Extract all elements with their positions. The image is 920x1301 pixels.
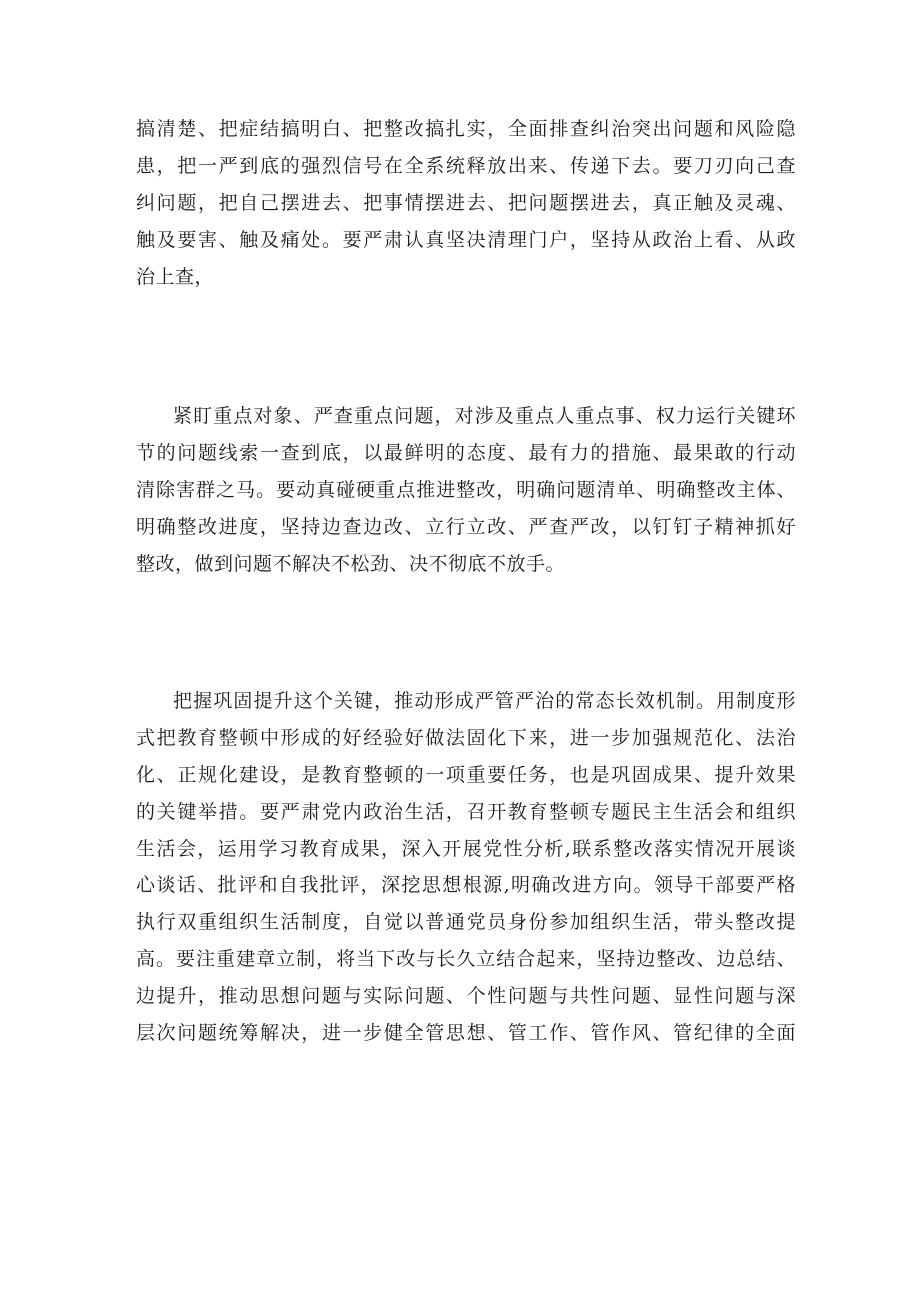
text-line: 执行双重组织生活制度，自觉以普通党员身份参加组织生活，带头整改提	[136, 911, 796, 934]
text-line: 边提升，推动思想问题与实际问题、个性问题与共性问题、显性问题与深	[136, 985, 796, 1008]
text-line: 整改，做到问题不解决不松劲、决不彻底不放手。	[136, 552, 566, 575]
paragraph-3	[136, 683, 796, 1052]
text-line: 心谈话、批评和自我批评，深挖思想根源,明确改进方向。领导干部要严格	[136, 874, 796, 897]
text-line: 高。要注重建章立制，将当下改与长久立结合起来，坚持边整改、边总结、	[136, 948, 796, 971]
text-line: 搞清楚、把症结搞明白、把整改搞扎实，全面排查纠治突出问题和风险隐	[136, 118, 796, 140]
text-line: 触及要害、触及痛处。要严肃认真坚决清理门户，坚持从政治上看、从政	[136, 228, 796, 251]
text-line: 患，把一严到底的强烈信号在全系统释放出来、传递下去。要刀刃向己查	[136, 154, 796, 177]
text-line: 紧盯重点对象、严查重点问题，对涉及重点人重点事、权力运行关键环	[173, 405, 796, 427]
text-line: 把握巩固提升这个关键，推动形成严管严治的常态长效机制。用制度形	[173, 690, 796, 712]
text-line: 式把教育整顿中形成的好经验好做法固化下来，进一步加强规范化、法治	[136, 726, 796, 749]
paragraph-2	[136, 398, 796, 582]
text-line: 化、正规化建设，是教育整顿的一项重要任务，也是巩固成果、提升效果	[136, 763, 796, 786]
text-line: 层次问题统筹解决，进一步健全管思想、管工作、管作风、管纪律的全面	[136, 1022, 796, 1045]
text-line: 清除害群之马。要动真碰硬重点推进整改，明确问题清单、明确整改主体、	[136, 478, 796, 501]
paragraph-1	[136, 111, 796, 295]
text-line: 的关键举措。要严肃党内政治生活，召开教育整顿专题民主生活会和组织	[136, 800, 796, 823]
text-line: 治上查，	[136, 265, 215, 288]
text-line: 明确整改进度，坚持边查边改、立行立改、严查严改，以钉钉子精神抓好	[136, 515, 796, 538]
text-line: 纠问题，把自己摆进去、把事情摆进去、把问题摆进去，真正触及灵魂、	[136, 191, 796, 214]
text-line: 节的问题线索一查到底，以最鲜明的态度、最有力的措施、最果敢的行动	[136, 441, 796, 464]
text-line: 生活会，运用学习教育成果，深入开展党性分析,联系整改落实情况开展谈	[136, 837, 796, 860]
